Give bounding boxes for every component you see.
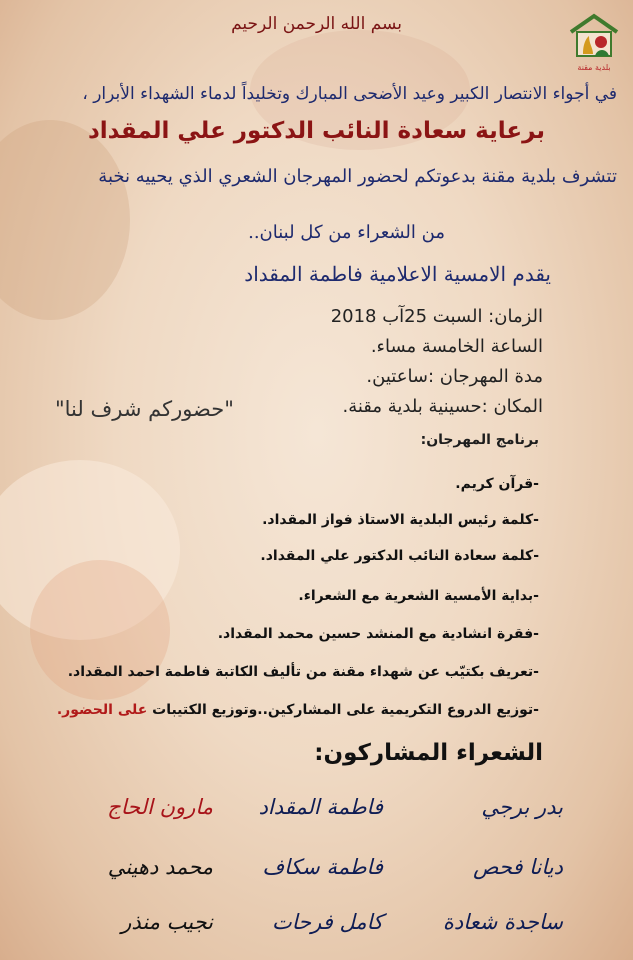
poet-name: نجيب منذر (121, 910, 213, 934)
event-duration: مدة المهرجان :ساعتين. (366, 366, 543, 387)
event-place: المكان :حسينية بلدية مقنة. (342, 396, 543, 417)
basmala: بسم الله الرحمن الرحيم (231, 14, 402, 34)
poet-name: محمد دهيني (107, 855, 213, 879)
poet-name: فاطمة سكاف (262, 855, 383, 879)
program-item: -تعريف بكتيّب عن شهداء مقنة من تأليف الكاتبة فاطمة احمد المقداد. (67, 664, 539, 680)
slogan: "حضوركم شرف لنا" (55, 397, 234, 421)
program-title: برنامج المهرجان: (420, 432, 539, 448)
poet-name: مارون الحاج (107, 795, 213, 819)
poet-name: بدر برجي (481, 795, 563, 819)
presenter-line: يقدم الامسية الاعلامية فاطمة المقداد (244, 262, 551, 286)
poet-name: فاطمة المقداد (258, 795, 383, 819)
poet-name: كامل فرحات (272, 910, 383, 934)
invitation-line-2: من الشعراء من كل لبنان.. (248, 222, 445, 243)
logo-caption: بلدية مقنة (577, 63, 611, 72)
poet-name: ساجدة شعادة (442, 910, 563, 934)
poets-title: الشعراء المشاركون: (314, 740, 543, 766)
program-item (0, 702, 539, 718)
patronage-heading: برعاية سعادة النائب الدكتور علي المقداد (87, 118, 546, 144)
program-item: -كلمة رئيس البلدية الاستاذ فواز المقداد. (262, 512, 539, 528)
event-date: الزمان: السبت 25آب 2018 (330, 306, 543, 327)
intro-text: في أجواء الانتصار الكبير وعيد الأضحى المبارك وتخليداً لدماء الشهداء الأبرار ، (82, 84, 617, 104)
event-time: الساعة الخامسة مساء. (370, 336, 543, 357)
poet-name: ديانا فحص (473, 855, 563, 879)
program-item: -بداية الأمسية الشعرية مع الشعراء. (298, 588, 539, 604)
program-item-accent: على الحضور. (56, 702, 153, 718)
invitation-line-1: تتشرف بلدية مقنة بدعوتكم لحضور المهرجان الشعري الذي يحييه نخبة (98, 166, 617, 187)
program-item: -فقرة انشادية مع المنشد حسين محمد المقداد. (217, 626, 539, 642)
program-item-text: -توزيع الدروع التكريمية على المشاركين..وتوزيع الكتيبات (152, 702, 539, 718)
program-item: -قرآن كريم. (455, 476, 539, 492)
program-item: -كلمة سعادة النائب الدكتور علي المقداد. (260, 548, 539, 564)
paper-stain (0, 120, 130, 320)
